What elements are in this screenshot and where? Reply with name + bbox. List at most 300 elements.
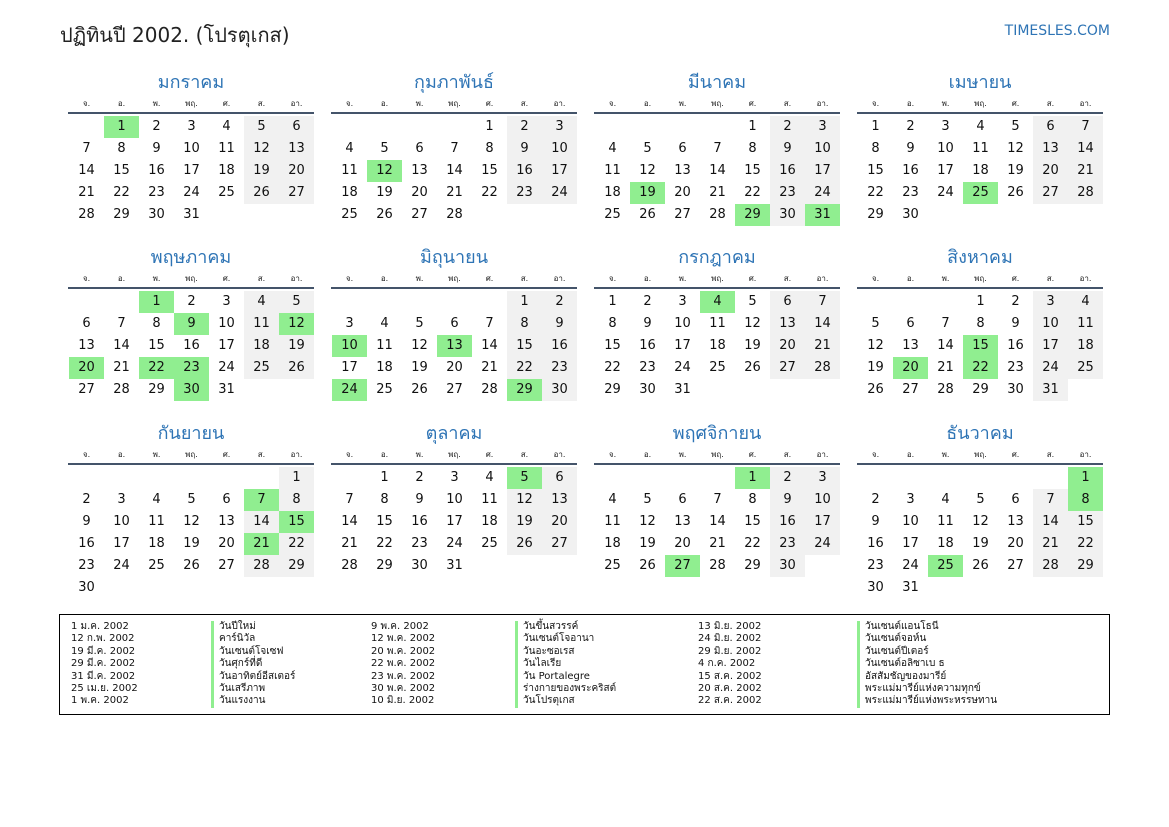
day-cell: 18 (148, 536, 165, 551)
day-cell: 7 (82, 141, 91, 156)
holiday-day-cell: 8 (1068, 489, 1103, 511)
day-cell: 12 (411, 338, 428, 353)
weekday-label: จ. (82, 450, 91, 459)
holiday-day-cell: 5 (507, 467, 542, 489)
weekday-label: ศ. (748, 450, 757, 459)
day-cell: 10 (674, 316, 691, 331)
day-cell: 26 (411, 382, 428, 397)
day-cell: 24 (1033, 357, 1068, 379)
weekday-header (857, 96, 1103, 114)
day-cell: 21 (805, 335, 840, 357)
day-cell: 19 (507, 511, 542, 533)
day-cell: 16 (542, 335, 577, 357)
day-cell: 24 (218, 360, 235, 375)
weekday-label: ศ. (485, 99, 494, 108)
day-cell: 25 (244, 357, 279, 379)
day-cell: 7 (345, 492, 354, 507)
day-cell: 8 (152, 316, 161, 331)
day-cell: 23 (639, 360, 656, 375)
day-cell: 4 (222, 119, 231, 134)
weekday-label: พ. (941, 99, 950, 108)
day-cell: 30 (411, 558, 428, 573)
day-cell: 22 (744, 185, 761, 200)
weekday-label: ศ. (485, 450, 494, 459)
holiday-date: 31 มี.ค. 2002 (71, 670, 136, 682)
site-link[interactable]: TIMESLES.COM (1004, 23, 1110, 39)
day-grid (69, 467, 314, 599)
day-cell: 25 (218, 185, 235, 200)
day-cell: 16 (770, 511, 805, 533)
holiday-day-cell: 1 (735, 467, 770, 489)
day-cell: 18 (481, 514, 498, 529)
day-cell: 14 (1068, 138, 1103, 160)
day-cell: 17 (113, 536, 130, 551)
day-cell: 7 (1068, 116, 1103, 138)
day-cell: 18 (341, 185, 358, 200)
day-cell: 28 (446, 207, 463, 222)
day-cell: 15 (376, 514, 393, 529)
day-cell: 25 (481, 536, 498, 551)
weekday-label: พ. (678, 450, 687, 459)
month-block (594, 421, 840, 577)
day-cell: 2 (643, 294, 652, 309)
day-cell: 7 (485, 316, 494, 331)
day-cell: 21 (446, 185, 463, 200)
day-cell: 3 (222, 294, 231, 309)
holiday-day-cell: 20 (893, 357, 928, 379)
day-cell: 3 (187, 119, 196, 134)
day-cell: 9 (507, 138, 542, 160)
day-cell: 13 (542, 489, 577, 511)
weekday-label: อ. (906, 450, 915, 459)
weekday-label: อ. (643, 99, 652, 108)
weekday-label: อ. (906, 274, 915, 283)
day-cell: 11 (244, 313, 279, 335)
day-cell: 30 (78, 580, 95, 595)
weekday-label: ส. (783, 274, 792, 283)
day-cell: 28 (805, 357, 840, 379)
day-cell: 17 (218, 338, 235, 353)
holiday-day-cell: 12 (279, 313, 314, 335)
day-cell: 4 (608, 141, 617, 156)
day-cell: 2 (542, 291, 577, 313)
weekday-header (68, 447, 314, 465)
weekday-label: พฤ. (448, 99, 461, 108)
day-cell: 1 (485, 119, 494, 134)
weekday-label: ศ. (1011, 99, 1020, 108)
empty-cell (332, 467, 367, 489)
day-cell: 16 (1007, 338, 1024, 353)
day-cell: 10 (805, 138, 840, 160)
day-cell: 12 (867, 338, 884, 353)
day-cell: 19 (639, 536, 656, 551)
day-cell: 28 (244, 555, 279, 577)
day-cell: 19 (183, 536, 200, 551)
day-cell: 22 (1068, 533, 1103, 555)
day-cell: 27 (542, 533, 577, 555)
day-cell: 2 (415, 470, 424, 485)
day-cell: 11 (218, 141, 235, 156)
holiday-date: 20 ส.ค. 2002 (698, 682, 762, 694)
day-cell: 29 (113, 207, 130, 222)
day-cell: 6 (415, 141, 424, 156)
day-cell: 20 (542, 511, 577, 533)
holiday-names-column-2 (515, 621, 616, 708)
holiday-day-cell: 24 (332, 379, 367, 401)
day-cell: 15 (148, 338, 165, 353)
holiday-day-cell: 12 (367, 160, 402, 182)
day-cell: 21 (1033, 533, 1068, 555)
day-cell: 8 (485, 141, 494, 156)
empty-cell (700, 116, 735, 138)
day-cell: 5 (643, 141, 652, 156)
day-cell: 20 (1033, 160, 1068, 182)
day-cell: 23 (902, 185, 919, 200)
day-cell: 26 (279, 357, 314, 379)
day-cell: 21 (937, 360, 954, 375)
day-cell: 18 (376, 360, 393, 375)
holiday-name: วันเซนต์แอนโธนี (857, 621, 997, 633)
day-cell: 9 (82, 514, 91, 529)
day-cell: 15 (481, 163, 498, 178)
holiday-name: วัน Portalegre (515, 671, 616, 683)
day-cell: 23 (411, 536, 428, 551)
day-cell: 28 (709, 207, 726, 222)
day-cell: 1 (748, 119, 757, 134)
day-cell: 28 (341, 558, 358, 573)
holiday-date: 9 พ.ค. 2002 (371, 621, 429, 632)
holiday-date: 20 พ.ค. 2002 (371, 645, 436, 657)
weekday-label: อ. (380, 450, 389, 459)
day-cell: 20 (279, 160, 314, 182)
weekday-label: จ. (871, 99, 880, 108)
weekday-label: อา. (1079, 450, 1092, 459)
weekday-label: ศ. (485, 274, 494, 283)
day-cell: 24 (446, 536, 463, 551)
weekday-header (68, 271, 314, 289)
weekday-label: อา. (816, 274, 829, 283)
month-name: ธันวาคม (946, 423, 1014, 444)
day-cell: 13 (218, 514, 235, 529)
day-cell: 24 (183, 185, 200, 200)
day-cell: 3 (450, 470, 459, 485)
weekday-label: ส. (1046, 274, 1055, 283)
day-cell: 20 (674, 185, 691, 200)
weekday-label: อา. (553, 274, 566, 283)
day-cell: 23 (867, 558, 884, 573)
weekday-label: อ. (643, 450, 652, 459)
weekday-label: จ. (345, 274, 354, 283)
holiday-day-cell: 20 (69, 357, 104, 379)
weekday-label: ศ. (222, 450, 231, 459)
holiday-name: พระแม่มารีย์แห่งพระหรรษทาน (857, 695, 997, 707)
day-cell: 11 (604, 163, 621, 178)
weekday-label: ส. (520, 99, 529, 108)
weekday-header (68, 96, 314, 114)
weekday-label: ส. (257, 450, 266, 459)
month-block (68, 421, 314, 599)
month-name: พฤษภาคม (150, 247, 232, 268)
holiday-name: วันแรงงาน (211, 695, 295, 707)
day-cell: 27 (279, 182, 314, 204)
day-cell: 15 (867, 163, 884, 178)
weekday-header (331, 447, 577, 465)
month-name: มิถุนายน (419, 247, 489, 268)
day-cell: 5 (748, 294, 757, 309)
day-cell: 21 (113, 360, 130, 375)
day-cell: 28 (78, 207, 95, 222)
weekday-label: จ. (345, 99, 354, 108)
day-cell: 14 (244, 511, 279, 533)
day-cell: 13 (279, 138, 314, 160)
weekday-label: ศ. (222, 99, 231, 108)
month-block (594, 70, 840, 226)
day-grid (858, 467, 1103, 599)
empty-cell (1033, 467, 1068, 489)
day-cell: 17 (805, 511, 840, 533)
weekday-label: พ. (152, 99, 161, 108)
day-cell: 4 (152, 492, 161, 507)
day-cell: 4 (976, 119, 985, 134)
day-cell: 16 (411, 514, 428, 529)
day-cell: 27 (1007, 558, 1024, 573)
holiday-day-cell: 13 (437, 335, 472, 357)
day-cell: 23 (770, 182, 805, 204)
weekday-label: ส. (520, 450, 529, 459)
day-cell: 9 (152, 141, 161, 156)
weekday-label: พ. (678, 99, 687, 108)
holiday-name: วันปีใหม่ (211, 621, 295, 633)
holiday-day-cell: 21 (244, 533, 279, 555)
day-cell: 10 (805, 489, 840, 511)
day-cell: 8 (748, 141, 757, 156)
weekday-label: ส. (1046, 450, 1055, 459)
weekday-label: พฤ. (974, 450, 987, 459)
day-cell: 19 (1007, 163, 1024, 178)
day-cell: 11 (972, 141, 989, 156)
day-cell: 22 (113, 185, 130, 200)
day-cell: 22 (481, 185, 498, 200)
weekday-header (331, 96, 577, 114)
day-cell: 26 (507, 533, 542, 555)
day-grid (332, 291, 577, 401)
weekday-label: อ. (380, 274, 389, 283)
empty-cell (402, 291, 437, 313)
holiday-dates-column-1 (71, 621, 138, 708)
holiday-day-cell: 1 (1068, 467, 1103, 489)
holiday-day-cell: 15 (279, 511, 314, 533)
empty-cell (367, 116, 402, 138)
holiday-date: 25 เม.ย. 2002 (71, 682, 138, 694)
day-cell: 2 (906, 119, 915, 134)
day-cell: 2 (871, 492, 880, 507)
holiday-day-cell: 19 (630, 182, 665, 204)
day-cell: 16 (507, 160, 542, 182)
day-cell: 16 (148, 163, 165, 178)
weekday-label: ศ. (222, 274, 231, 283)
day-cell: 24 (937, 185, 954, 200)
day-cell: 13 (411, 163, 428, 178)
day-cell: 10 (542, 138, 577, 160)
day-cell: 22 (867, 185, 884, 200)
day-cell: 17 (542, 160, 577, 182)
weekday-label: อ. (906, 99, 915, 108)
day-cell: 10 (218, 316, 235, 331)
month-block (68, 245, 314, 401)
day-cell: 13 (674, 514, 691, 529)
weekday-label: จ. (82, 99, 91, 108)
day-cell: 26 (183, 558, 200, 573)
day-cell: 25 (709, 360, 726, 375)
day-cell: 6 (279, 116, 314, 138)
day-cell: 26 (639, 558, 656, 573)
holiday-day-cell: 9 (174, 313, 209, 335)
holiday-name: วันเซนต์อลิซาเบ ธ (857, 658, 997, 670)
holiday-date: 10 มิ.ย. 2002 (371, 695, 435, 707)
day-cell: 19 (744, 338, 761, 353)
month-block (331, 421, 577, 577)
day-cell: 17 (341, 360, 358, 375)
day-cell: 16 (78, 536, 95, 551)
day-cell: 4 (1068, 291, 1103, 313)
weekday-label: จ. (82, 274, 91, 283)
empty-cell (595, 116, 630, 138)
holiday-dates-column-2 (371, 621, 435, 708)
empty-cell (858, 291, 893, 313)
day-cell: 23 (770, 533, 805, 555)
day-cell: 3 (542, 116, 577, 138)
day-cell: 22 (507, 357, 542, 379)
day-cell: 10 (937, 141, 954, 156)
day-cell: 26 (376, 207, 393, 222)
empty-cell (472, 291, 507, 313)
day-cell: 9 (415, 492, 424, 507)
day-cell: 5 (871, 316, 880, 331)
day-cell: 18 (244, 335, 279, 357)
day-cell: 12 (744, 316, 761, 331)
holiday-day-cell: 22 (963, 357, 998, 379)
holiday-date: 22 พ.ค. 2002 (371, 658, 436, 670)
weekday-label: ศ. (748, 99, 757, 108)
empty-cell (665, 116, 700, 138)
day-cell: 9 (770, 489, 805, 511)
day-cell: 1 (380, 470, 389, 485)
day-cell: 27 (902, 382, 919, 397)
weekday-label: พ. (415, 274, 424, 283)
day-cell: 13 (902, 338, 919, 353)
holiday-day-cell: 23 (174, 357, 209, 379)
day-cell: 2 (770, 467, 805, 489)
day-cell: 11 (376, 338, 393, 353)
day-cell: 5 (187, 492, 196, 507)
day-cell: 28 (1033, 555, 1068, 577)
day-cell: 2 (770, 116, 805, 138)
day-cell: 25 (148, 558, 165, 573)
day-cell: 29 (867, 207, 884, 222)
empty-cell (402, 116, 437, 138)
day-cell: 26 (744, 360, 761, 375)
day-cell: 15 (1068, 511, 1103, 533)
day-cell: 5 (1011, 119, 1020, 134)
day-cell: 25 (341, 207, 358, 222)
day-cell: 2 (152, 119, 161, 134)
day-cell: 14 (78, 163, 95, 178)
day-cell: 13 (674, 163, 691, 178)
weekday-label: พ. (415, 450, 424, 459)
day-cell: 6 (1033, 116, 1068, 138)
page-title: ปฏิทินปี 2002. (โปรตุเกส) (60, 23, 290, 47)
day-cell: 11 (604, 514, 621, 529)
holiday-name: วันเซนต์จอห์น (857, 633, 997, 645)
weekday-header (594, 96, 840, 114)
empty-cell (69, 467, 104, 489)
day-cell: 18 (937, 536, 954, 551)
empty-cell (928, 467, 963, 489)
weekday-label: จ. (608, 99, 617, 108)
day-grid (332, 467, 577, 577)
weekday-label: จ. (608, 450, 617, 459)
day-cell: 16 (867, 536, 884, 551)
empty-cell (174, 467, 209, 489)
weekday-label: อ. (117, 450, 126, 459)
day-cell: 8 (117, 141, 126, 156)
day-cell: 30 (148, 207, 165, 222)
day-cell: 27 (218, 558, 235, 573)
day-cell: 19 (972, 536, 989, 551)
empty-cell (139, 467, 174, 489)
day-grid (69, 116, 314, 226)
weekday-label: อา. (816, 99, 829, 108)
day-cell: 30 (1007, 382, 1024, 397)
day-cell: 15 (744, 163, 761, 178)
empty-cell (665, 467, 700, 489)
day-cell: 11 (709, 316, 726, 331)
day-cell: 24 (113, 558, 130, 573)
day-cell: 21 (78, 185, 95, 200)
holiday-day-cell: 7 (244, 489, 279, 511)
holiday-day-cell: 25 (928, 555, 963, 577)
weekday-label: อ. (380, 99, 389, 108)
holiday-date: 15 ส.ค. 2002 (698, 670, 762, 682)
weekday-label: ส. (520, 274, 529, 283)
day-cell: 10 (113, 514, 130, 529)
holiday-date: 13 มิ.ย. 2002 (698, 621, 762, 632)
day-cell: 22 (376, 536, 393, 551)
day-grid (595, 291, 840, 401)
day-cell: 5 (279, 291, 314, 313)
weekday-label: อา. (1079, 99, 1092, 108)
day-cell: 15 (507, 335, 542, 357)
empty-cell (893, 467, 928, 489)
day-cell: 14 (1033, 511, 1068, 533)
holiday-name: อัสสัมชัญของมารีย์ (857, 671, 997, 683)
day-cell: 14 (709, 163, 726, 178)
day-grid (69, 291, 314, 401)
day-cell: 8 (608, 316, 617, 331)
day-cell: 10 (446, 492, 463, 507)
holiday-name: วันเซนต์ปีเตอร์ (857, 646, 997, 658)
day-cell: 22 (744, 536, 761, 551)
day-cell: 18 (604, 536, 621, 551)
day-cell: 10 (1033, 313, 1068, 335)
empty-cell (630, 467, 665, 489)
weekday-label: พฤ. (448, 450, 461, 459)
holiday-date: 12 พ.ค. 2002 (371, 633, 436, 645)
day-cell: 12 (1007, 141, 1024, 156)
day-cell: 9 (770, 138, 805, 160)
weekday-label: จ. (345, 450, 354, 459)
weekday-label: พ. (152, 450, 161, 459)
